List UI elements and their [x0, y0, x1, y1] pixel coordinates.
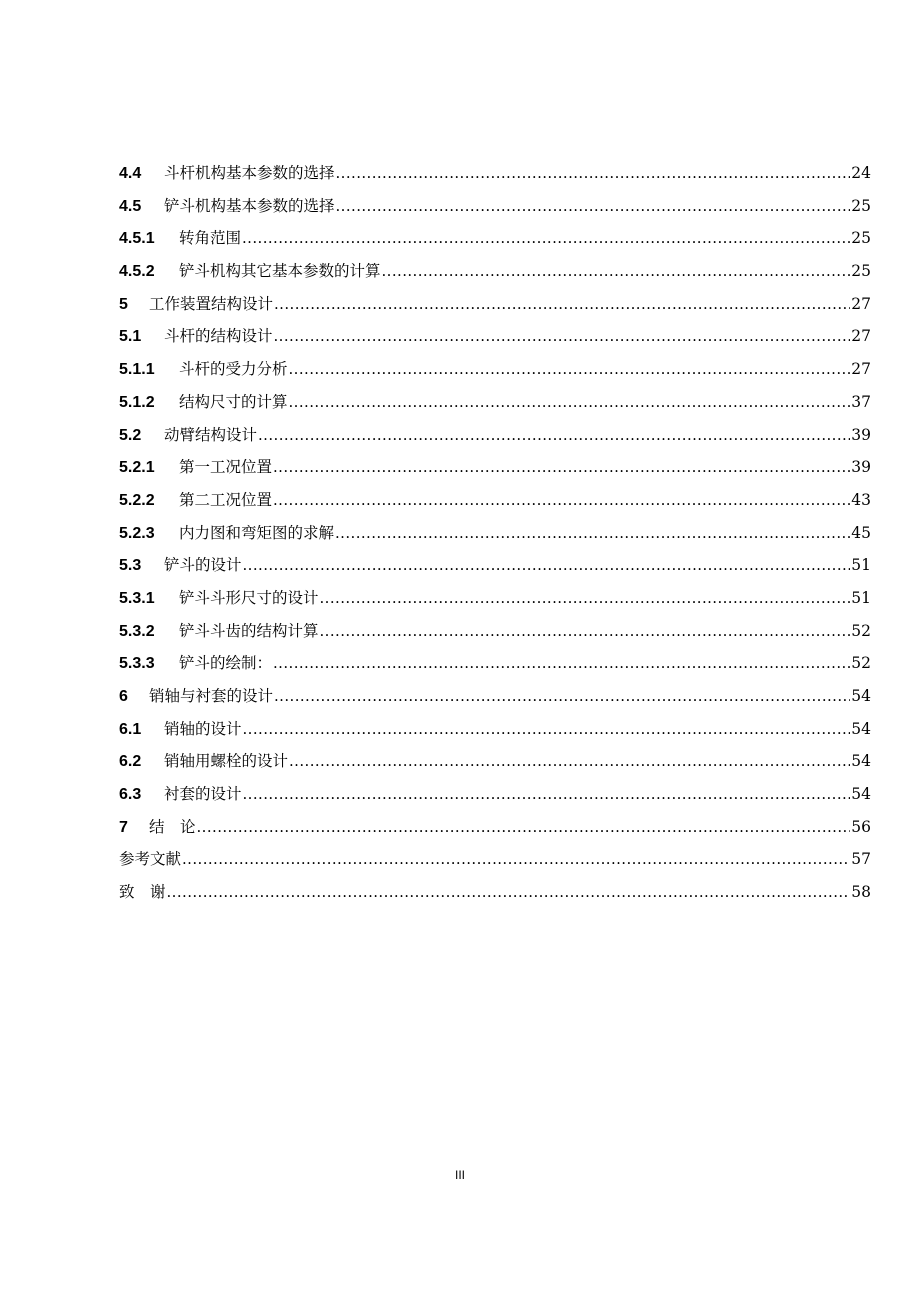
- toc-entry[interactable]: [119, 585, 871, 618]
- toc-entry-number: 4.4: [119, 165, 142, 182]
- toc-entry-number: 5: [119, 295, 128, 313]
- toc-dot-leader: [320, 585, 851, 611]
- toc-entry[interactable]: [119, 193, 871, 226]
- toc-entry-number: 6.3: [119, 786, 142, 804]
- toc-entry-page: 54: [851, 785, 871, 804]
- toc-dot-leader: [274, 683, 850, 709]
- toc-entry-title: 转角范围: [179, 229, 242, 248]
- toc-entry-page: 37: [851, 392, 871, 411]
- toc-entry-number: 5.1.2: [119, 393, 155, 411]
- toc-dot-leader: [289, 748, 850, 774]
- toc-entry-title: 第一工况位置: [179, 458, 273, 477]
- toc-entry[interactable]: [119, 323, 871, 356]
- toc-entry-number: 7: [119, 818, 128, 836]
- toc-entry[interactable]: [119, 552, 871, 585]
- toc-entry-title: 致 谢: [119, 883, 166, 902]
- toc-entry[interactable]: [119, 258, 871, 291]
- toc-entry-title: 铲斗机构其它基本参数的计算: [179, 262, 381, 281]
- toc-entry-title: 参考文献: [119, 850, 182, 869]
- toc-entry-title: 斗杆的结构设计: [164, 327, 273, 346]
- toc-entry[interactable]: [119, 291, 871, 324]
- toc-entry-title: 衬套的设计: [164, 785, 242, 804]
- toc-entry-page: 57: [851, 850, 871, 869]
- toc-entry-title: 销轴用螺栓的设计: [164, 752, 289, 771]
- toc-dot-leader: [197, 814, 851, 840]
- toc-entry-page: 58: [851, 883, 871, 902]
- toc-dot-leader: [243, 716, 851, 742]
- toc-entry[interactable]: [119, 520, 871, 553]
- toc-dot-leader: [243, 781, 851, 807]
- toc-entry-number: 4.5.1: [119, 230, 155, 248]
- table-of-contents: [119, 160, 871, 912]
- toc-entry[interactable]: [119, 356, 871, 389]
- toc-entry-title: 销轴的设计: [164, 719, 242, 738]
- toc-dot-leader: [289, 389, 851, 415]
- toc-entry-number: 5.3.3: [119, 655, 155, 673]
- toc-entry-title: 第二工况位置: [179, 490, 273, 509]
- toc-entry[interactable]: [119, 454, 871, 487]
- toc-dot-leader: [382, 258, 851, 284]
- toc-entry-title: 内力图和弯矩图的求解: [179, 523, 335, 542]
- toc-entry-number: 5.3.2: [119, 622, 155, 640]
- toc-dot-leader: [274, 291, 850, 317]
- toc-entry-title: 铲斗斗齿的结构计算: [179, 621, 319, 640]
- toc-dot-leader: [258, 422, 850, 448]
- toc-entry-page: 27: [851, 360, 871, 379]
- toc-entry-number: 6.1: [119, 720, 142, 738]
- toc-entry[interactable]: [119, 781, 871, 814]
- toc-entry-page: 56: [851, 817, 871, 836]
- toc-entry-title: 铲斗的设计: [164, 556, 242, 575]
- toc-entry[interactable]: [119, 748, 871, 781]
- toc-entry-number: 6: [119, 688, 128, 705]
- toc-entry-title: 结构尺寸的计算: [179, 392, 288, 411]
- toc-dot-leader: [336, 160, 851, 186]
- toc-entry-number: 5.2.3: [119, 524, 155, 542]
- toc-entry[interactable]: [119, 225, 871, 258]
- toc-entry[interactable]: [119, 487, 871, 520]
- toc-entry[interactable]: [119, 160, 871, 193]
- toc-entry-page: 25: [851, 229, 871, 248]
- toc-entry-number: 5.3: [119, 557, 142, 575]
- toc-entry-title: 结 论: [149, 817, 196, 836]
- toc-dot-leader: [273, 487, 850, 513]
- toc-entry-page: 54: [851, 752, 871, 771]
- toc-entry-page: 39: [851, 425, 871, 444]
- toc-entry-number: 5.2.1: [119, 459, 155, 477]
- toc-entry-number: 5.1: [119, 328, 142, 346]
- toc-dot-leader: [182, 846, 850, 872]
- toc-dot-leader: [274, 323, 851, 349]
- toc-entry-number: 5.3.1: [119, 589, 155, 607]
- toc-entry-number: 5.2.2: [119, 491, 155, 509]
- toc-dot-leader: [167, 879, 851, 905]
- toc-entry[interactable]: [119, 422, 871, 455]
- toc-entry[interactable]: [119, 650, 871, 683]
- toc-entry[interactable]: [119, 879, 871, 912]
- toc-entry-page: 27: [851, 294, 871, 313]
- toc-entry[interactable]: [119, 683, 871, 716]
- toc-entry-page: 39: [851, 458, 871, 477]
- toc-entry-number: 4.5.2: [119, 263, 155, 281]
- toc-entry-page: 51: [851, 588, 871, 607]
- toc-entry-number: 5.2: [119, 426, 142, 444]
- toc-entry[interactable]: [119, 846, 871, 879]
- page-number: III: [454, 1168, 465, 1182]
- toc-entry-title: 斗杆机构基本参数的选择: [164, 164, 335, 182]
- toc-entry-page: 54: [851, 687, 871, 705]
- toc-entry-page: 43: [851, 490, 871, 509]
- toc-entry-title: 铲斗斗形尺寸的设计: [179, 588, 319, 607]
- toc-entry-page: 25: [851, 262, 871, 281]
- toc-entry-title: 铲斗的绘制：: [179, 654, 273, 673]
- toc-dot-leader: [289, 356, 851, 382]
- toc-dot-leader: [336, 193, 851, 219]
- toc-entry-number: 6.2: [119, 753, 142, 771]
- toc-entry-page: 27: [851, 327, 871, 346]
- toc-entry[interactable]: [119, 814, 871, 847]
- toc-entry-page: 51: [851, 556, 871, 575]
- toc-dot-leader: [273, 454, 850, 480]
- toc-entry-title: 动臂结构设计: [164, 425, 258, 444]
- toc-dot-leader: [335, 520, 850, 546]
- toc-entry-title: 斗杆的受力分析: [179, 360, 288, 379]
- toc-entry-page: 54: [851, 719, 871, 738]
- toc-entry-page: 52: [851, 621, 871, 640]
- toc-dot-leader: [243, 552, 851, 578]
- toc-entry-number: 4.5: [119, 197, 142, 215]
- toc-dot-leader: [320, 618, 851, 644]
- toc-entry-title: 工作装置结构设计: [149, 294, 274, 313]
- toc-entry-page: 45: [851, 523, 871, 542]
- toc-dot-leader: [273, 650, 850, 676]
- toc-entry-page: 52: [851, 654, 871, 673]
- toc-entry[interactable]: [119, 389, 871, 422]
- toc-entry-title: 销轴与衬套的设计: [149, 687, 274, 705]
- toc-dot-leader: [242, 225, 850, 251]
- toc-entry[interactable]: [119, 618, 871, 651]
- toc-entry-page: 25: [851, 196, 871, 215]
- toc-entry-page: 24: [851, 164, 871, 182]
- toc-entry[interactable]: [119, 716, 871, 749]
- toc-entry-title: 铲斗机构基本参数的选择: [164, 196, 335, 215]
- toc-entry-number: 5.1.1: [119, 361, 155, 379]
